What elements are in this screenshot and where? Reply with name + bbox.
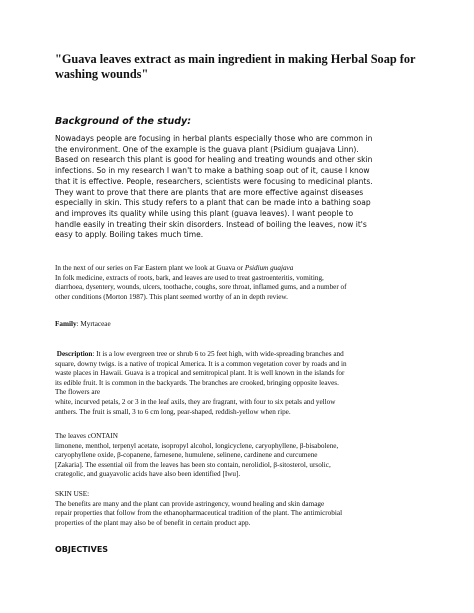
skin-use-paragraph [55, 490, 440, 528]
description-paragraph [55, 350, 440, 417]
fareast-intro: In the next of our series on Far Eastern plant we look at Guava or [55, 264, 245, 272]
leaves-paragraph [55, 432, 440, 480]
paragraph-line: other conditions (Morton 1987). This plant seemed worthy of an in depth review. [55, 292, 288, 301]
paragraph-line: [Zakaria]. The essential oil from the leaves has been sto contain, nerolidiol, β-sitosterol, ursolic, [55, 460, 331, 469]
skin-use-heading: SKIN USE: [55, 490, 90, 498]
paragraph-line: and improves its quality while using this plant (guava leaves). I want people to [55, 208, 354, 218]
family-line [55, 320, 440, 330]
paragraph-line: waste places in Hawaii. Guava is a tropical and semitropical plant. It is well known in the islands for [55, 369, 345, 378]
background-heading: Background of the study: [55, 116, 192, 127]
paragraph-line: properties of the plant may also be of benefit in certain product app. [55, 518, 251, 527]
paragraph-line: infections. So in my research I wan't to make a bathing soap out of it, cause I know [55, 166, 370, 176]
paragraph-line: They want to prove that there are plants that are more effective against diseases [55, 187, 364, 197]
paragraph-line: In folk medicine, extracts of roots, bark, and leaves are used to treat gastroenteritis, vomiting, [55, 273, 324, 282]
paragraph-line: limonene, menthol, terpenyl acetate, isopropyl alcohol, longicyclene, caryophyllene, β-bisabolene, [55, 441, 339, 450]
paragraph-line: repair properties that follow from the ethanopharmaceutical tradition of the plant. The antimicrobial [55, 509, 343, 518]
paragraph-line: The benefits are many and the plant can provide astringency, wound healing and skin damage [55, 499, 325, 508]
paragraph-line: handle easily in treating their skin disorders. Instead of boiling the leaves, now it's [55, 219, 367, 229]
objectives-heading: OBJECTIVES [55, 545, 109, 554]
paragraph-line: diarrhoea, dysentery, wounds, ulcers, toothache, coughs, sore throat, inflamed gums, and a number of [55, 283, 347, 292]
paragraph-line: the environment. One of the example is the guava plant (Psidium guajava Linn). [55, 144, 359, 154]
paragraph-line: white, incurved petals, 2 or 3 in the leaf axils, they are fragrant, with four to six petals and yellow [55, 397, 336, 406]
paragraph-line: Based on research this plant is good for healing and treating wounds and other skin [55, 155, 373, 165]
leaves-heading: The leaves cONTAIN [55, 432, 118, 440]
species-name: Psidium guajava [244, 264, 294, 272]
family-value: : Myrtaceae [76, 320, 111, 328]
family-label: Family [55, 320, 77, 328]
paragraph-line: especially in skin. This study refers to a plant that can be made into a bathing soap [55, 198, 371, 208]
document-title: "Guava leaves extract as main ingredient in making Herbal Soap for washing wounds" [55, 52, 416, 81]
paragraph-line: easy to apply. Boiling takes much time. [55, 230, 204, 240]
fareast-paragraph [55, 264, 440, 302]
description-first-line [55, 350, 440, 360]
paragraph-line: The flowers are [55, 388, 101, 397]
paragraph-line: caryophyllene oxide, β-copanene, farnesene, humulene, selinene, cardinene and curcumene [55, 451, 318, 460]
description-label: Description [56, 350, 93, 358]
paragraph-line: square, downy twigs. is a native of tropical America. It is a common vegetation cover by roads and in [55, 359, 347, 368]
paragraph-line: crategolic, and guayavolic acids have also been identified [Iwu]. [55, 470, 241, 479]
fareast-intro-line [55, 264, 440, 274]
background-paragraph [55, 134, 430, 241]
paragraph-line: its edible fruit. It is common in the backyards. The branches are crooked, bringing opposite leaves. [55, 378, 339, 387]
paragraph-line: Nowadays people are focusing in herbal plants especially those who are common in [55, 134, 373, 143]
paragraph-line: anthers. The fruit is small, 3 to 6 cm long, pear-shaped, reddish-yellow when ripe. [55, 407, 291, 416]
paragraph-line: that it is effective. People, researchers, scientists were focusing to medicinal plants. [55, 176, 373, 186]
paragraph-line: : It is a low evergreen tree or shrub 6 to 25 feet high, with wide-spreading branches and [92, 350, 344, 358]
